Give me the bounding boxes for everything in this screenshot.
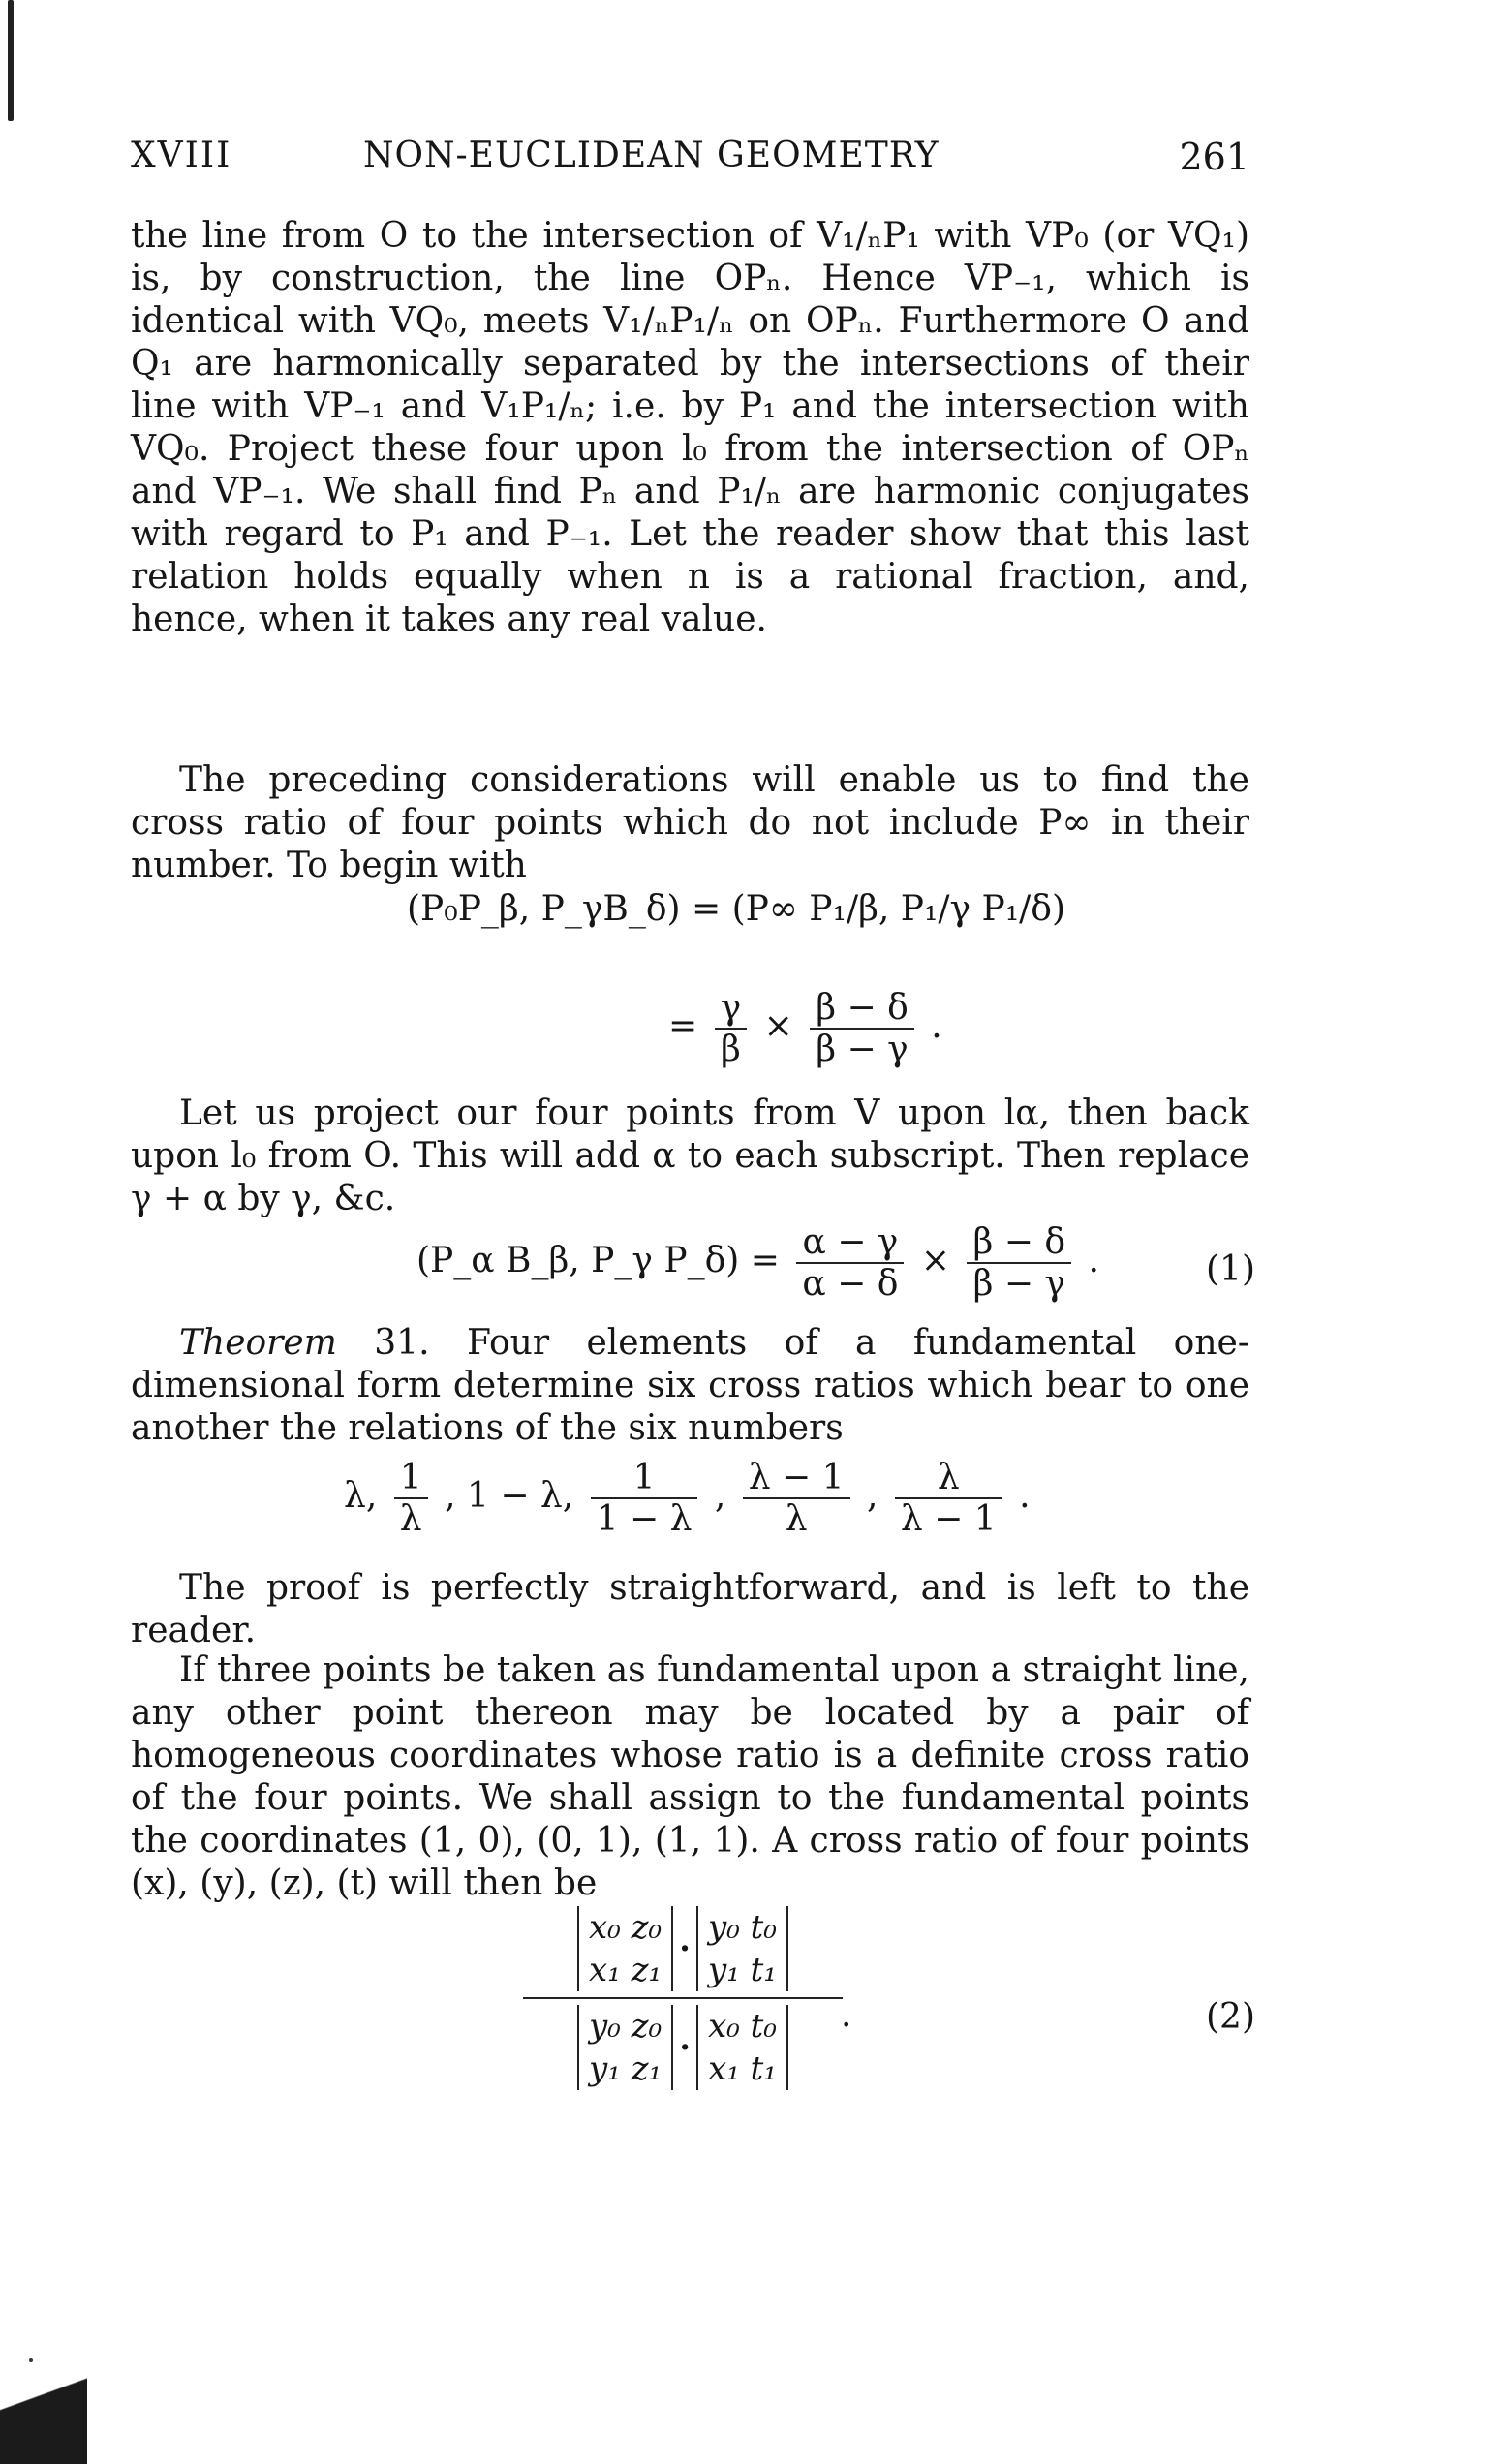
theorem-number: 31. xyxy=(374,1323,430,1363)
equation-number-1: (1) xyxy=(1206,1249,1255,1289)
running-title: NON-EUCLIDEAN GEOMETRY xyxy=(363,136,940,175)
theorem-body: Four elements of a fundamental one-dimensional form determine six cross ratios which bear to one another the relations of the six numbers xyxy=(131,1323,1249,1448)
paragraph-2-text: The preceding considerations will enable us to find the cross ratio of four points which do not include P∞ in their number. To begin with xyxy=(131,760,1249,885)
equation-1 xyxy=(416,1222,1099,1304)
corner-shadow xyxy=(0,2352,87,2464)
ratio-reciprocal xyxy=(394,1458,428,1539)
paragraph-1 xyxy=(131,215,1249,641)
fraction-alpha xyxy=(796,1222,904,1304)
determinant-yz xyxy=(577,2005,673,2090)
determinant-row: x₀ t₀ xyxy=(708,2007,777,2046)
fraction-denominator: β − γ xyxy=(972,1264,1065,1304)
comma: , xyxy=(867,1476,878,1516)
determinant-row: x₁ z₁ xyxy=(589,1951,663,1989)
paragraph-5-text: The proof is perfectly straightforward, and is left to the reader. xyxy=(131,1568,1249,1650)
determinant-row: y₀ z₀ xyxy=(589,2007,663,2046)
fraction-denominator: 1 − λ xyxy=(596,1499,693,1539)
fraction-numerator: λ − 1 xyxy=(743,1458,850,1499)
theorem-31-text xyxy=(131,1322,1249,1450)
six-cross-ratios xyxy=(344,1458,1031,1539)
determinant-xt xyxy=(696,2005,788,2090)
paragraph-5 xyxy=(131,1567,1249,1652)
equation-cross-ratio-b xyxy=(668,988,942,1069)
fraction-numerator: β − δ xyxy=(967,1222,1071,1264)
ratio-lambda-over-lambda-minus-one xyxy=(895,1458,1002,1539)
equation-2-determinant-ratio xyxy=(523,1906,843,2090)
paragraph-1-text: the line from O to the intersection of V₁/ₙP₁ with VP₀ (or VQ₁) is, by construction, the line OPₙ. Hence VP₋₁, which is identical with VQ₀, meets V₁/ₙP₁/ₙ on OPₙ. Furthermore O and Q₁ are harmonically separated by the intersections of their line with VP₋₁ and V₁P₁/ₙ; i.e. by P₁ and the intersection with VQ₀. Project these four upon l₀ from the intersection of OPₙ and VP₋₁. We shall find Pₙ and P₁/ₙ are harmonic conjugates with regard to P₁ and P₋₁. Let the reader show that this last relation holds equally when n is a rational fraction, and, hence, when it takes any real value. xyxy=(131,216,1249,639)
chapter-number: XVIII xyxy=(131,136,232,175)
fraction-beta xyxy=(967,1222,1071,1304)
equation-a-text: (P₀P_β, P_γB_δ) = (P∞ P₁/β, P₁/γ P₁/δ) xyxy=(407,889,1066,929)
fraction-numerator: α − γ xyxy=(796,1222,904,1264)
ratio-lambda: λ, xyxy=(344,1476,378,1516)
theorem-31 xyxy=(131,1322,1249,1450)
running-header xyxy=(131,136,1249,184)
page-number: 261 xyxy=(1179,136,1249,178)
equation-cross-ratio-a xyxy=(407,889,1065,929)
equation-period: . xyxy=(1088,1241,1099,1280)
paragraph-6-text: If three points be taken as fundamental upon a straight line, any other point thereon may be located by a pair of homogeneous coordinates whose ratio is a definite cross ratio of the four points. We shall assign to the fundamental points the coordinates (1, 0), (0, 1), (1, 1). A cross ratio of four points (x), (y), (z), (t) will then be xyxy=(131,1650,1249,1903)
determinant-denominator xyxy=(523,2005,843,2090)
equation-1-lhs: (P_α B_β, P_γ P_δ) = xyxy=(416,1241,780,1280)
fraction-beta-delta xyxy=(810,988,914,1069)
equation-period: . xyxy=(931,1006,942,1046)
paragraph-3 xyxy=(131,1093,1249,1220)
equation-number-2: (2) xyxy=(1206,1997,1255,2037)
fraction-bar xyxy=(523,1997,843,1999)
equation-2-period: . xyxy=(841,1995,852,2035)
ratio-one-minus-lambda: , 1 − λ, xyxy=(445,1476,574,1516)
paragraph-2 xyxy=(131,759,1249,887)
determinant-row: x₁ t₁ xyxy=(708,2049,777,2088)
equation-b-equals: = xyxy=(668,1006,698,1046)
determinant-row: y₁ t₁ xyxy=(708,1951,777,1989)
fraction-numerator: β − δ xyxy=(810,988,914,1030)
fraction-gamma-beta xyxy=(715,988,748,1069)
fraction-denominator: λ − 1 xyxy=(900,1499,997,1539)
times-sign: × xyxy=(920,1241,951,1280)
fraction-denominator: α − δ xyxy=(802,1264,899,1304)
determinant-row: y₁ z₁ xyxy=(589,2049,663,2088)
theorem-label: Theorem xyxy=(179,1323,337,1363)
period: . xyxy=(1019,1476,1031,1516)
fraction-numerator: 1 xyxy=(591,1458,698,1499)
determinant-yt xyxy=(696,1906,788,1991)
comma: , xyxy=(714,1476,726,1516)
fraction-denominator: β xyxy=(720,1030,741,1069)
fraction-numerator: 1 xyxy=(394,1458,428,1499)
fraction-denominator: β − γ xyxy=(816,1030,909,1069)
binding-mark xyxy=(8,0,14,121)
paragraph-6 xyxy=(131,1649,1249,1905)
ratio-one-over-one-minus-lambda xyxy=(591,1458,698,1539)
product-dot: · xyxy=(679,2028,692,2067)
fraction-denominator: λ xyxy=(785,1499,808,1539)
determinant-xz xyxy=(577,1906,673,1991)
determinant-row: x₀ z₀ xyxy=(589,1908,663,1947)
product-dot: · xyxy=(679,1929,692,1968)
ratio-lambda-minus-one-over-lambda xyxy=(743,1458,850,1539)
fraction-numerator: λ xyxy=(895,1458,1002,1499)
times-sign: × xyxy=(763,1006,793,1046)
determinant-numerator xyxy=(523,1906,843,1991)
determinant-row: y₀ t₀ xyxy=(708,1908,777,1947)
fraction-numerator: γ xyxy=(715,988,748,1030)
paragraph-3-text: Let us project our four points from V upon lα, then back upon l₀ from O. This will add α to each subscript. Then replace γ + α by γ, &c. xyxy=(131,1093,1249,1218)
fraction-denominator: λ xyxy=(399,1499,422,1539)
